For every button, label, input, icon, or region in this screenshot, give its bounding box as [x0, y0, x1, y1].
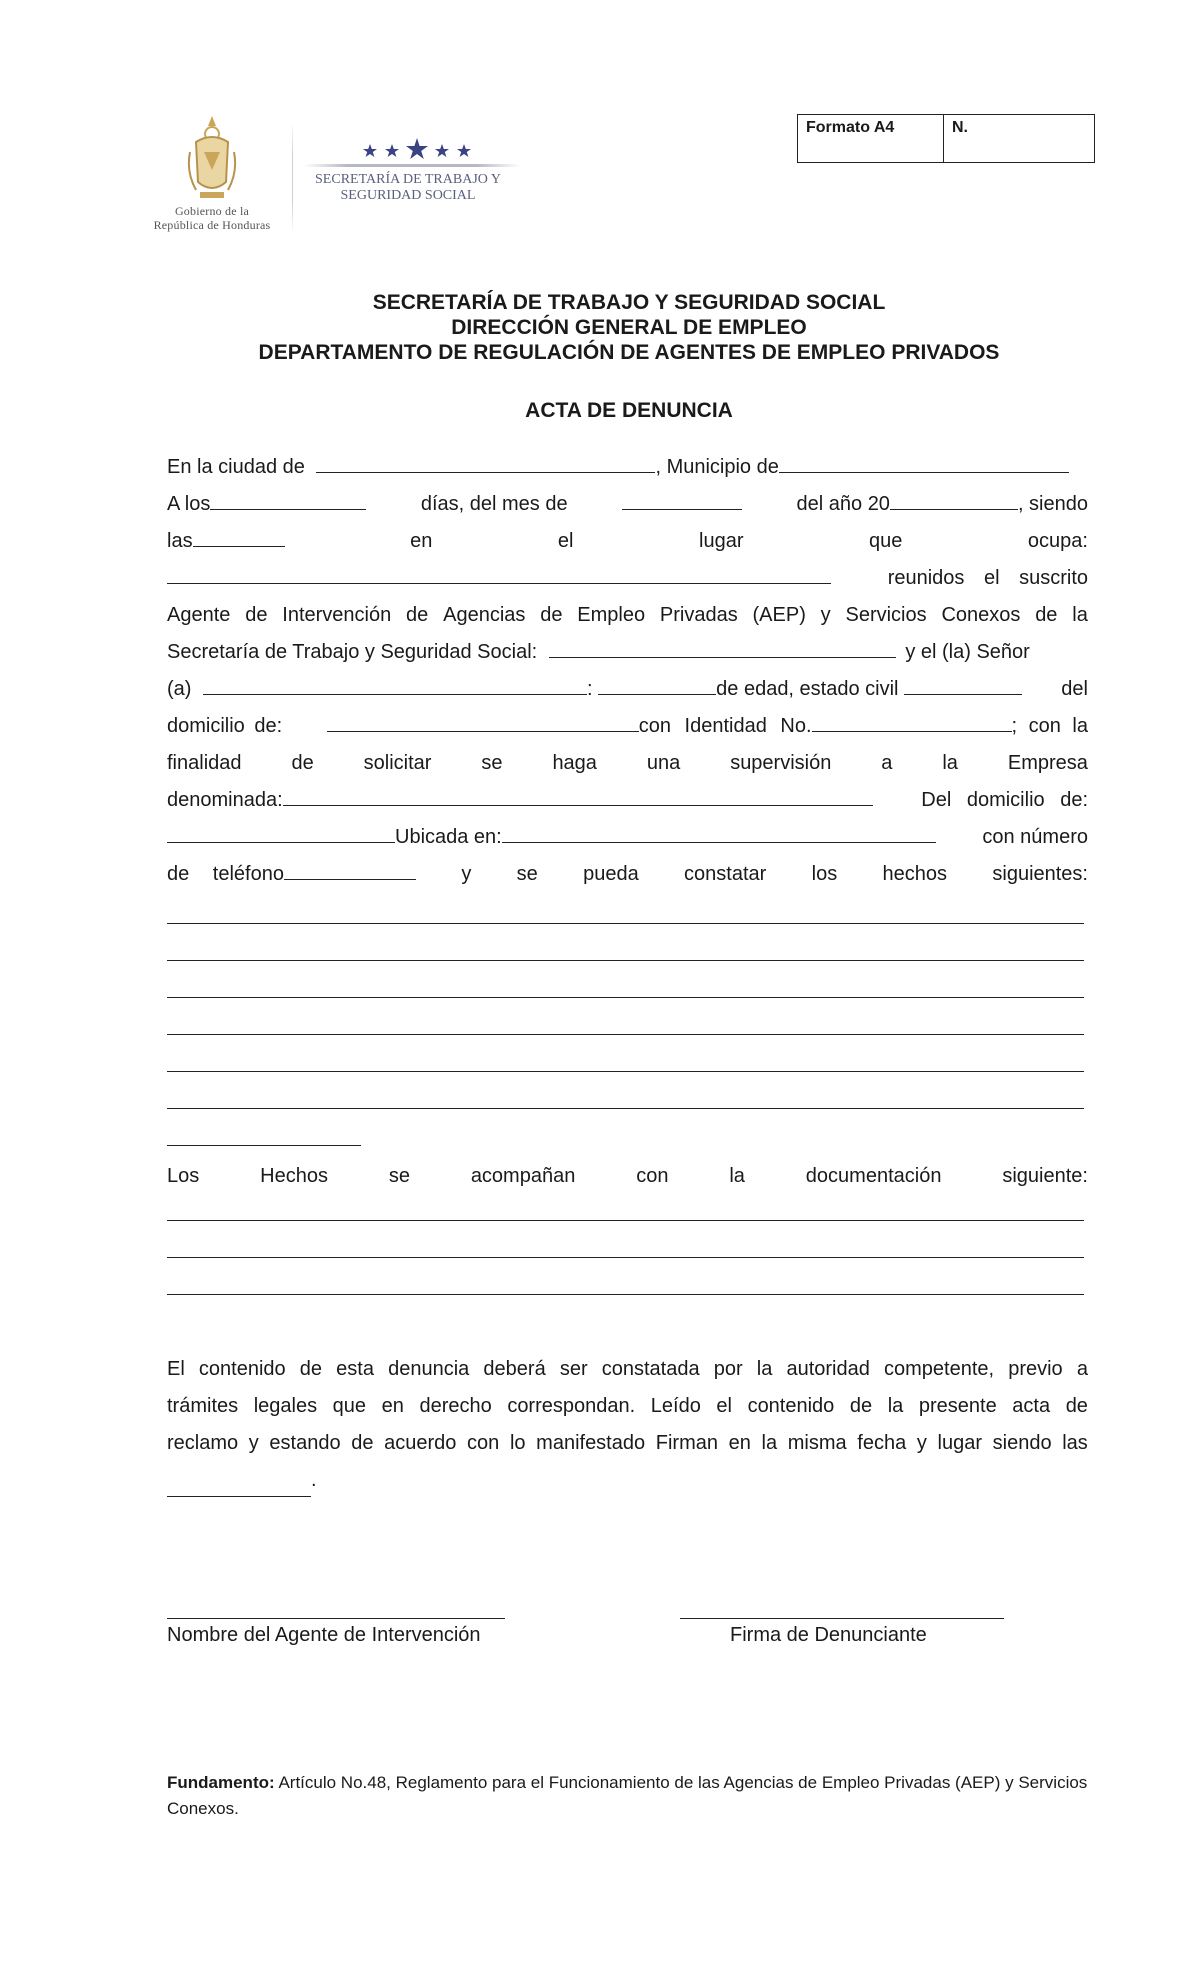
docs-word: Los — [167, 1165, 200, 1187]
sec-logo-line1: SECRETARÍA DE TRABAJO Y — [315, 172, 501, 187]
field-anio[interactable] — [890, 489, 1018, 510]
hechos-word: pueda — [583, 863, 639, 885]
docs-line-1[interactable] — [167, 1220, 1084, 1221]
closing-word: acta — [1012, 1395, 1051, 1417]
line-reunidos — [167, 563, 1088, 593]
closing-word: derecho — [419, 1395, 492, 1417]
agente-word: Intervención — [282, 604, 392, 626]
field-agente-nombre[interactable] — [549, 637, 896, 658]
docs-word: siguiente: — [1002, 1165, 1088, 1187]
closing-word: correspondan. — [507, 1395, 636, 1417]
closing-word: de — [299, 1358, 323, 1380]
hechos-word: constatar — [684, 863, 767, 885]
finalidad-word: haga — [552, 752, 597, 774]
label-las: las — [167, 530, 193, 552]
field-lugar[interactable] — [167, 563, 831, 584]
field-estado-civil[interactable] — [904, 674, 1022, 695]
closing-word: ser — [559, 1358, 588, 1380]
field-domicilio[interactable] — [327, 711, 639, 732]
finalidad-word: a — [881, 752, 893, 774]
hechos-line-1[interactable] — [167, 923, 1084, 924]
field-ubicacion[interactable] — [502, 822, 936, 843]
field-dias[interactable] — [210, 489, 366, 510]
hechos-line-3[interactable] — [167, 997, 1084, 998]
label-denominada: denominada: — [167, 789, 283, 811]
closing-word: esta — [336, 1358, 374, 1380]
closing-period: . — [311, 1469, 317, 1491]
line-ubicada — [167, 822, 1088, 852]
label-ubicada: Ubicada en: — [395, 826, 502, 848]
closing-word: competente, — [884, 1358, 995, 1380]
closing-word: de — [849, 1395, 873, 1417]
line-domicilio — [167, 711, 1088, 741]
label-telefono: de teléfono — [167, 863, 284, 885]
page-title: ACTA DE DENUNCIA — [525, 399, 733, 422]
format-label: Formato A4 — [798, 115, 944, 162]
label-numero: con número — [982, 826, 1088, 848]
docs-word: documentación — [805, 1165, 942, 1187]
closing-word: por — [713, 1358, 743, 1380]
word-el: el — [557, 530, 574, 552]
logo-divider — [292, 122, 293, 234]
number-field[interactable]: N. — [952, 119, 968, 136]
closing-word: y — [248, 1432, 259, 1454]
finalidad-word: finalidad — [167, 752, 242, 774]
closing-word: constatada — [601, 1358, 700, 1380]
footer-fundamento — [167, 1770, 1088, 1822]
closing-word: la — [887, 1395, 904, 1417]
closing-word: lo — [509, 1432, 526, 1454]
hechos-line-2[interactable] — [167, 960, 1084, 961]
hechos-line-7[interactable] — [167, 1145, 361, 1146]
label-con-la: ; con la — [1011, 715, 1088, 737]
title-ministry: SECRETARÍA DE TRABAJO Y SEGURIDAD SOCIAL — [372, 291, 886, 314]
title-department: DEPARTAMENTO DE REGULACIÓN DE AGENTES DE EMPLEO PRIVADOS — [258, 341, 1000, 364]
closing-word: previo — [1008, 1358, 1063, 1380]
closing-word: contenido — [747, 1395, 835, 1417]
agente-word: de — [245, 604, 268, 626]
label-siendo: , siendo — [1017, 493, 1088, 515]
label-identidad: con Identidad No. — [638, 715, 812, 737]
closing-word: lugar — [937, 1432, 982, 1454]
label-senor: y el (la) Señor — [905, 641, 1030, 663]
docs-word: con — [636, 1165, 669, 1187]
field-municipio[interactable] — [779, 452, 1069, 473]
line-ciudad — [167, 452, 1088, 482]
closing-word: presente — [918, 1395, 997, 1417]
label-secretaria: Secretaría de Trabajo y Seguridad Social: — [167, 641, 538, 663]
signature-line-complainant[interactable] — [680, 1618, 1004, 1619]
word-que: que — [869, 530, 903, 552]
agente-word: de — [1035, 604, 1058, 626]
closing-word: a — [1076, 1358, 1088, 1380]
closing-word: que — [332, 1395, 367, 1417]
signature-line-agent[interactable] — [167, 1618, 505, 1619]
finalidad-word: una — [646, 752, 681, 774]
signature-label-agent: Nombre del Agente de Intervención — [167, 1624, 481, 1646]
label-a-los: A los — [167, 493, 211, 515]
closing-word: con — [467, 1432, 500, 1454]
word-lugar: lugar — [699, 530, 744, 552]
agente-word: Conexos — [941, 604, 1021, 626]
agente-word: y — [820, 604, 831, 626]
line-telefono — [167, 859, 1088, 889]
document-titles — [0, 290, 1200, 365]
closing-word: fecha — [857, 1432, 907, 1454]
docs-line-2[interactable] — [167, 1257, 1084, 1258]
agente-word: Agencias — [443, 604, 526, 626]
agente-word: (AEP) — [752, 604, 806, 626]
line-lugar — [167, 526, 1088, 556]
field-empresa-domicilio[interactable] — [167, 822, 395, 843]
hechos-word: se — [516, 863, 538, 885]
gov-logo-line2: República de Honduras — [153, 218, 271, 232]
docs-word: la — [729, 1165, 745, 1187]
agente-word: Agente — [167, 604, 231, 626]
line-documentacion — [167, 1161, 1088, 1191]
finalidad-word: se — [481, 752, 503, 774]
closing-word: y — [916, 1432, 927, 1454]
closing-word: legales — [253, 1395, 318, 1417]
closing-word: la — [756, 1358, 773, 1380]
finalidad-word: de — [291, 752, 314, 774]
closing-word: en — [381, 1395, 404, 1417]
hechos-word: y — [461, 863, 472, 885]
closing-line-3 — [167, 1425, 1088, 1462]
word-en: en — [410, 530, 433, 552]
hechos-word: siguientes: — [992, 863, 1088, 885]
closing-word: deberá — [483, 1358, 546, 1380]
finalidad-word: Empresa — [1007, 752, 1088, 774]
format-box — [797, 114, 1095, 163]
field-denunciante-nombre[interactable] — [203, 674, 587, 695]
closing-word: de — [1065, 1395, 1088, 1417]
closing-word: Firman — [655, 1432, 718, 1454]
signature-label-complainant: Firma de Denunciante — [730, 1624, 927, 1646]
closing-word: misma — [787, 1432, 847, 1454]
agente-word: la — [1072, 604, 1088, 626]
closing-word: manifestado — [536, 1432, 646, 1454]
field-edad[interactable] — [598, 674, 716, 695]
closing-word: siendo — [992, 1432, 1052, 1454]
finalidad-word: la — [942, 752, 958, 774]
word-ocupa: ocupa: — [1027, 530, 1088, 552]
docs-line-3[interactable] — [167, 1294, 1084, 1295]
field-hora[interactable] — [193, 526, 285, 547]
label-municipio: , Municipio de — [655, 456, 779, 478]
closing-word: acuerdo — [384, 1432, 457, 1454]
label-anio: del año 20 — [796, 493, 890, 515]
hechos-line-6[interactable] — [167, 1108, 1084, 1109]
line-secretaria — [167, 637, 1088, 667]
agente-word: Empleo — [577, 604, 646, 626]
field-empresa[interactable] — [283, 785, 873, 806]
footer-label: Fundamento: — [167, 1773, 275, 1792]
docs-word: Hechos — [260, 1165, 328, 1187]
title-direction: DIRECCIÓN GENERAL DE EMPLEO — [451, 316, 807, 339]
closing-line-2 — [167, 1388, 1088, 1425]
label-reunidos: reunidos el suscrito — [887, 567, 1088, 589]
label-del-domicilio: Del domicilio de: — [921, 789, 1088, 811]
closing-word: autoridad — [786, 1358, 870, 1380]
line-agente — [167, 600, 1088, 630]
gov-logo-line1: Gobierno de la — [174, 204, 250, 218]
agente-word: de — [540, 604, 563, 626]
hechos-line-5[interactable] — [167, 1071, 1084, 1072]
closing-word: reclamo — [167, 1432, 239, 1454]
closing-word: el — [716, 1395, 732, 1417]
label-ciudad: En la ciudad de — [167, 456, 305, 478]
closing-word: de — [351, 1432, 374, 1454]
coat-of-arms-icon — [186, 112, 238, 202]
closing-word: denuncia — [388, 1358, 470, 1380]
hechos-word: los — [811, 863, 838, 885]
field-identidad[interactable] — [812, 711, 1012, 732]
closing-word: El — [167, 1358, 185, 1380]
closing-word: trámites — [167, 1395, 239, 1417]
label-edad: de edad, estado civil — [716, 678, 899, 700]
finalidad-word: supervisión — [730, 752, 832, 774]
agente-word: de — [406, 604, 429, 626]
field-mes[interactable] — [622, 489, 742, 510]
closing-word: estando — [269, 1432, 341, 1454]
agente-word: Servicios — [845, 604, 927, 626]
label-dias-mes: días, del mes de — [420, 493, 568, 515]
finalidad-word: solicitar — [363, 752, 432, 774]
closing-word: las — [1062, 1432, 1088, 1454]
line-denominada — [167, 785, 1088, 815]
label-domicilio: domicilio de: — [167, 715, 283, 737]
hechos-line-4[interactable] — [167, 1034, 1084, 1035]
docs-word: acompañan — [470, 1165, 576, 1187]
line-fecha — [167, 489, 1088, 519]
footer-text: Artículo No.48, Reglamento para el Funcionamiento de las Agencias de Empleo Privadas (AEP) y Servicios Conexos. — [167, 1773, 1088, 1818]
field-hora-cierre[interactable] — [167, 1476, 311, 1497]
label-a: (a) — [167, 678, 192, 700]
agente-word: Privadas — [659, 604, 738, 626]
government-logo — [138, 112, 286, 242]
closing-line-1 — [167, 1351, 1088, 1388]
line-finalidad — [167, 748, 1088, 778]
label-del: del — [1061, 678, 1088, 700]
field-ciudad[interactable] — [316, 452, 655, 473]
closing-line-4 — [167, 1462, 1088, 1499]
hechos-word: hechos — [882, 863, 948, 885]
field-telefono[interactable] — [284, 859, 416, 880]
closing-paragraph — [167, 1351, 1088, 1499]
stars-icon — [362, 136, 472, 162]
label-colon: : — [587, 678, 593, 700]
closing-word: en — [728, 1432, 751, 1454]
docs-word: se — [388, 1165, 410, 1187]
line-edad — [167, 674, 1088, 704]
sec-logo-line2: SEGURIDAD SOCIAL — [340, 188, 476, 203]
closing-word: la — [761, 1432, 778, 1454]
closing-word: contenido — [198, 1358, 286, 1380]
closing-word: Leído — [650, 1395, 701, 1417]
